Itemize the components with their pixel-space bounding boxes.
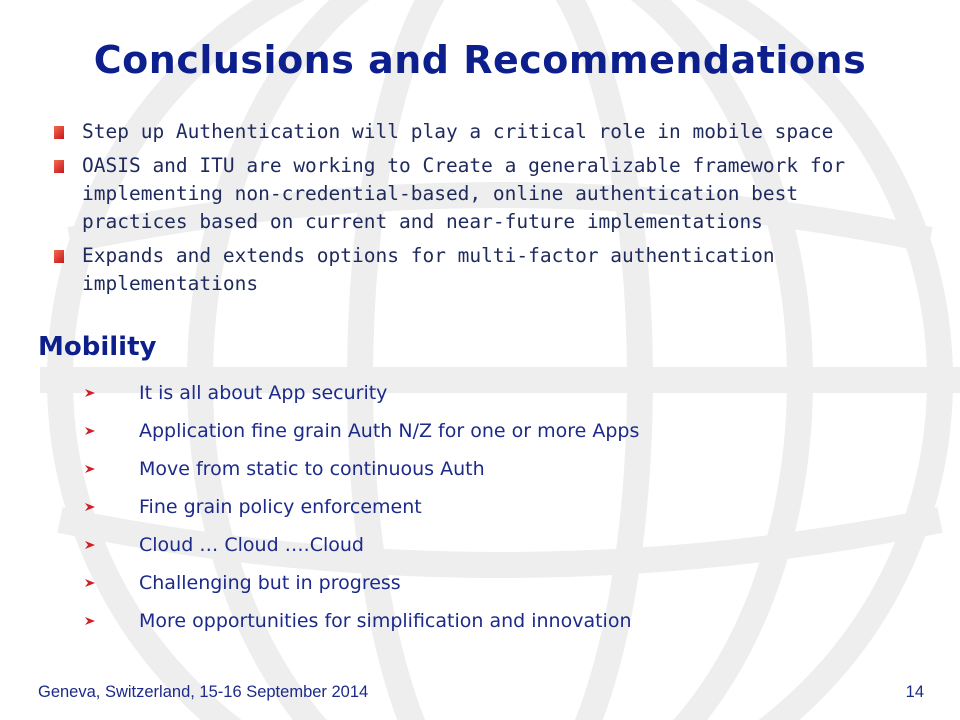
sub-bullet-text: Move from static to continuous Auth xyxy=(139,458,485,480)
sub-bullet-item xyxy=(84,530,639,568)
sub-bullet-item xyxy=(84,454,639,492)
red-arrow-bullet-icon xyxy=(84,539,96,551)
sub-bullet-text: Challenging but in progress xyxy=(139,572,401,594)
sub-bullet-item xyxy=(84,492,639,530)
page-number: 14 xyxy=(905,683,924,701)
sub-bullet-item xyxy=(84,606,639,644)
sub-bullet-item xyxy=(84,378,639,416)
main-bullet-text: OASIS and ITU are working to Create a generalizable framework for implementing non-credential-based, online authentication best practices based on current and near-future implementations xyxy=(82,154,846,233)
sub-bullet-text: It is all about App security xyxy=(139,382,388,404)
red-arrow-bullet-icon xyxy=(84,577,96,589)
sub-bullet-text: Fine grain policy enforcement xyxy=(139,496,422,518)
main-bullet-list xyxy=(54,118,914,304)
main-bullet-text: Step up Authentication will play a critical role in mobile space xyxy=(82,120,834,143)
main-bullet-item xyxy=(54,242,914,298)
red-arrow-bullet-icon xyxy=(84,425,96,437)
red-square-bullet-icon xyxy=(54,126,64,139)
red-arrow-bullet-icon xyxy=(84,463,96,475)
red-arrow-bullet-icon xyxy=(84,615,96,627)
red-square-bullet-icon xyxy=(54,250,64,263)
main-bullet-item xyxy=(54,152,914,236)
sub-bullet-item xyxy=(84,416,639,454)
sub-bullet-text: Application fine grain Auth N/Z for one or more Apps xyxy=(139,420,640,442)
slide-title: Conclusions and Recommendations xyxy=(93,38,867,82)
sub-bullet-text: More opportunities for simplification and innovation xyxy=(139,610,632,632)
red-arrow-bullet-icon xyxy=(84,387,96,399)
red-arrow-bullet-icon xyxy=(84,501,96,513)
footer-location-date: Geneva, Switzerland, 15-16 September 2014 xyxy=(38,683,369,701)
sub-bullet-text: Cloud … Cloud ….Cloud xyxy=(139,534,364,556)
red-square-bullet-icon xyxy=(54,160,64,173)
main-bullet-text: Expands and extends options for multi-factor authentication implementations xyxy=(82,244,775,295)
section-heading-mobility: Mobility xyxy=(38,332,157,362)
main-bullet-item xyxy=(54,118,914,146)
mobility-bullet-list xyxy=(84,378,639,644)
sub-bullet-item xyxy=(84,568,639,606)
